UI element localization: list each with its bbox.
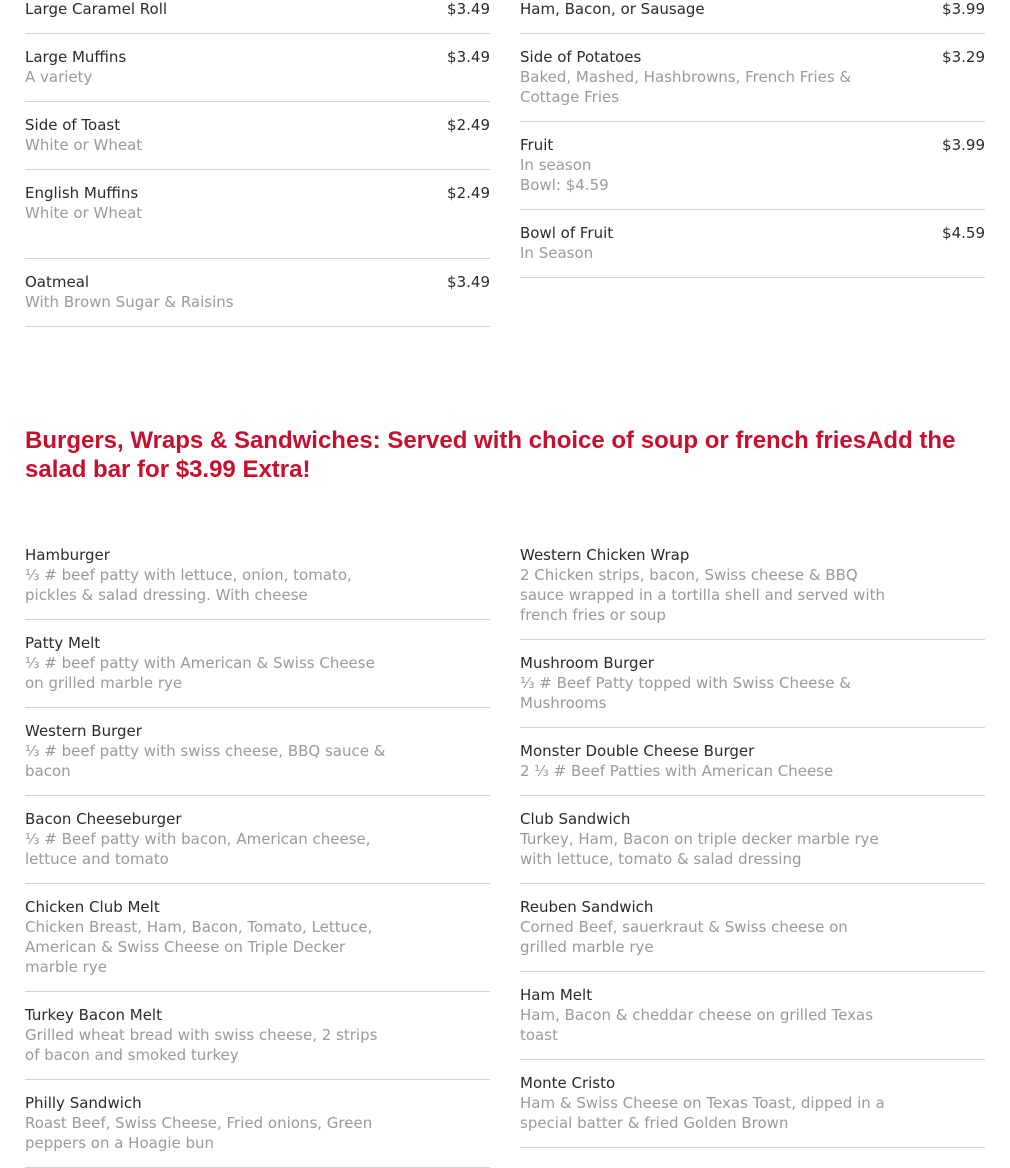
item-name: Turkey Bacon Melt — [25, 1006, 162, 1024]
burgers-left-column — [25, 532, 490, 1168]
menu-item — [25, 532, 490, 620]
item-price: $4.59 — [942, 224, 985, 242]
item-price: $3.29 — [942, 48, 985, 66]
item-description: Chicken Breast, Ham, Bacon, Tomato, Lettuce, American & Swiss Cheese on Triple Decker marble rye — [25, 918, 373, 976]
item-description: With Brown Sugar & Raisins — [25, 293, 234, 311]
item-price: $2.49 — [447, 116, 490, 134]
menu-item — [25, 1080, 490, 1168]
item-description: A variety — [25, 68, 93, 86]
item-description: ⅓ # beef patty with swiss cheese, BBQ sauce & bacon — [25, 742, 386, 780]
item-description: Corned Beef, sauerkraut & Swiss cheese on grilled marble rye — [520, 918, 848, 956]
item-name: Oatmeal — [25, 273, 90, 291]
item-price: $2.49 — [447, 184, 490, 202]
menu-item — [520, 728, 985, 796]
item-name: Monte Cristo — [520, 1074, 616, 1092]
menu-item — [25, 259, 490, 327]
item-price: $3.99 — [942, 136, 985, 154]
item-name: Ham, Bacon, or Sausage — [520, 0, 705, 18]
menu-item — [25, 620, 490, 708]
item-name: Club Sandwich — [520, 810, 631, 828]
section-title: Burgers, Wraps & Sandwiches: Served with choice of soup or french friesAdd the salad bar for $3.99 Extra! — [25, 427, 956, 483]
item-name: Western Chicken Wrap — [520, 546, 690, 564]
menu-item — [520, 34, 985, 122]
item-name: Philly Sandwich — [25, 1094, 142, 1112]
menu-item — [520, 796, 985, 884]
menu-item — [520, 1060, 985, 1148]
item-description: In Season — [520, 244, 594, 262]
menu-item — [520, 640, 985, 728]
menu-item — [520, 532, 985, 640]
item-description: Ham & Swiss Cheese on Texas Toast, dipped in a special batter & fried Golden Brown — [520, 1094, 885, 1132]
item-name: Western Burger — [25, 722, 142, 740]
item-name: Bacon Cheeseburger — [25, 810, 182, 828]
menu-item — [520, 972, 985, 1060]
item-price: $3.49 — [447, 48, 490, 66]
item-name: Ham Melt — [520, 986, 593, 1004]
item-description: ⅓ # beef patty with American & Swiss Cheese on grilled marble rye — [25, 654, 375, 692]
menu-item — [520, 210, 985, 278]
item-name: English Muffins — [25, 184, 139, 202]
item-description: Turkey, Ham, Bacon on triple decker marble rye with lettuce, tomato & salad dressing — [520, 830, 879, 868]
item-description: ⅓ # beef patty with lettuce, onion, tomato, pickles & salad dressing. With cheese — [25, 566, 352, 604]
menu-item — [520, 122, 985, 210]
sides-left-column — [25, 0, 490, 327]
item-name: Hamburger — [25, 546, 110, 564]
item-price: $3.49 — [447, 273, 490, 291]
item-name: Reuben Sandwich — [520, 898, 654, 916]
item-description: Baked, Mashed, Hashbrowns, French Fries & Cottage Fries — [520, 68, 852, 106]
menu-item — [520, 884, 985, 972]
item-name: Side of Potatoes — [520, 48, 642, 66]
item-name: Bowl of Fruit — [520, 224, 614, 242]
item-name: Side of Toast — [25, 116, 121, 134]
menu-item — [25, 884, 490, 992]
item-description: In season — [520, 156, 592, 174]
menu-item — [25, 170, 490, 259]
sides-right-column — [520, 0, 985, 278]
menu-item — [25, 34, 490, 102]
item-description-bowl: Bowl: $4.59 — [520, 176, 609, 194]
menu-item — [25, 796, 490, 884]
item-description: Roast Beef, Swiss Cheese, Fried onions, Green peppers on a Hoagie bun — [25, 1114, 373, 1152]
item-name: Large Muffins — [25, 48, 127, 66]
menu-item — [25, 708, 490, 796]
item-description: Ham, Bacon & cheddar cheese on grilled Texas toast — [520, 1006, 874, 1044]
menu-item — [25, 992, 490, 1080]
item-description: White or Wheat — [25, 136, 143, 154]
item-description: White or Wheat — [25, 204, 143, 222]
item-description: Grilled wheat bread with swiss cheese, 2 strips of bacon and smoked turkey — [25, 1026, 378, 1064]
burgers-right-column — [520, 532, 985, 1148]
item-name: Monster Double Cheese Burger — [520, 742, 755, 760]
item-name: Fruit — [520, 136, 554, 154]
item-name: Chicken Club Melt — [25, 898, 160, 916]
item-name: Large Caramel Roll — [25, 0, 168, 18]
menu-item — [520, 0, 985, 34]
item-price: $3.99 — [942, 0, 985, 18]
menu-item — [25, 102, 490, 170]
item-name: Patty Melt — [25, 634, 101, 652]
item-description: ⅓ # Beef patty with bacon, American cheese, lettuce and tomato — [25, 830, 371, 868]
item-price: $3.49 — [447, 0, 490, 18]
menu-item — [25, 0, 490, 34]
item-description: 2 ⅓ # Beef Patties with American Cheese — [520, 762, 834, 780]
item-description: ⅓ # Beef Patty topped with Swiss Cheese & Mushrooms — [520, 674, 851, 712]
item-name: Mushroom Burger — [520, 654, 654, 672]
item-description: 2 Chicken strips, bacon, Swiss cheese & BBQ sauce wrapped in a tortilla shell and served with french fries or soup — [520, 566, 885, 624]
